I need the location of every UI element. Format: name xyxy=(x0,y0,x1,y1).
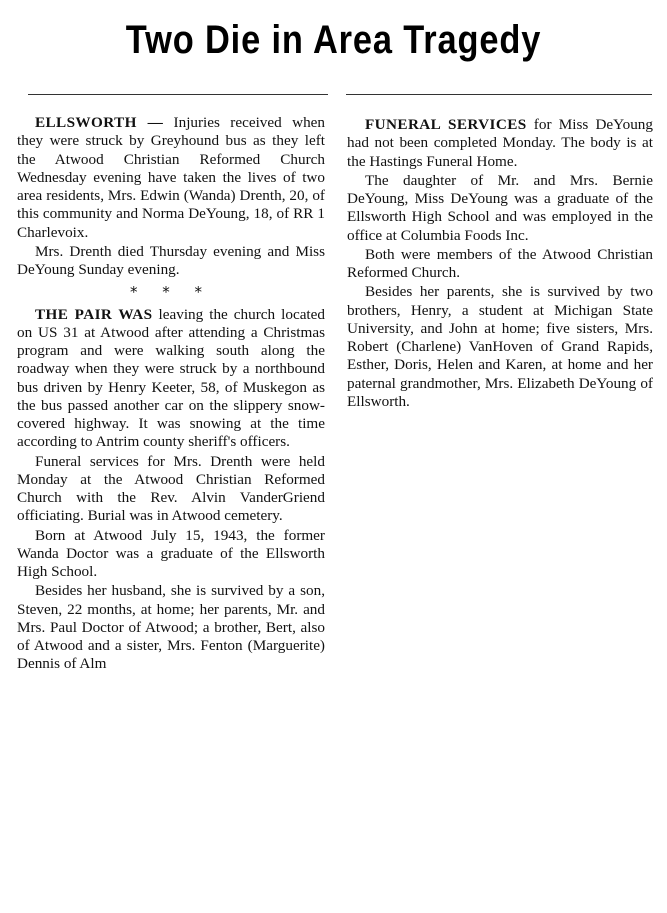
paragraph-lead-in: THE PAIR WAS xyxy=(35,305,153,323)
paragraph-text: leaving the church located on US 31 at Atwood after attending a Christmas program and were walking south along the roadway when they were struck by a northbound bus driven by Henry Keeter, 58, of Muskegon as the bus passed another car on the slippery snow-covered highway. It was snowing at the time according to Antrim county sheriff's officers. xyxy=(17,305,325,451)
dateline: ELLSWORTH — xyxy=(35,114,164,131)
paragraph-text: Injuries received when they were struck by Greyhound bus as they left the Atwood Christian Reformed Church Wednesday evening have taken the lives of two area residents, Mrs. Edwin (Wanda) Drenth, 20, of this community and Norma DeYoung, 18, of RR 1 Charlevoix. xyxy=(17,114,325,241)
paragraph-lead-in: FUNERAL SERVICES xyxy=(365,116,527,133)
paragraph-text: for Miss DeYoung had not been completed Monday. The body is at the Hastings Funeral Home. xyxy=(347,116,653,170)
paragraph: Besides her parents, she is survived by two brothers, Henry, a student at Michigan State University, and John at home; five sisters, Mrs. Robert (Charlene) VanHoven of Grand Rapids, Esther, Doris, Helen and Karen, at home and her paternal grandmother, Mrs. Elizabeth DeYoung of Ellsworth. xyxy=(347,283,653,410)
paragraph: Funeral services for Mrs. Drenth were held Monday at the Atwood Christian Reformed Church with the Rev. Alvin VanderGriend officiating. Burial was in Atwood cemetery. xyxy=(17,452,325,525)
paragraph: Besides her husband, she is survived by a son, Steven, 22 months, at home; her parents, Mr. and Mrs. Paul Doctor of Atwood; a brother, Bert, also of Atwood and a sister, Mrs. Fenton (Marguerite) Dennis of Alm xyxy=(17,582,325,673)
paragraph xyxy=(17,114,325,242)
right-column-rule xyxy=(346,94,652,95)
paragraph: The daughter of Mr. and Mrs. Bernie DeYoung, Miss DeYoung was a graduate of the Ellsworth High School and was employed in the office at Columbia Foods Inc. xyxy=(347,171,653,244)
paragraph: Born at Atwood July 15, 1943, the former Wanda Doctor was a graduate of the Ellsworth High School. xyxy=(17,526,325,580)
paragraph: Mrs. Drenth died Thursday evening and Miss DeYoung Sunday evening. xyxy=(17,242,325,278)
headline: Two Die in Area Tragedy xyxy=(125,18,542,62)
section-separator: * * * xyxy=(129,283,213,302)
paragraph: Both were members of the Atwood Christian Reformed Church. xyxy=(347,245,653,281)
left-column-rule xyxy=(28,94,328,95)
left-column xyxy=(17,114,325,675)
paragraph xyxy=(17,306,325,452)
right-column xyxy=(347,116,653,412)
paragraph xyxy=(347,116,653,171)
